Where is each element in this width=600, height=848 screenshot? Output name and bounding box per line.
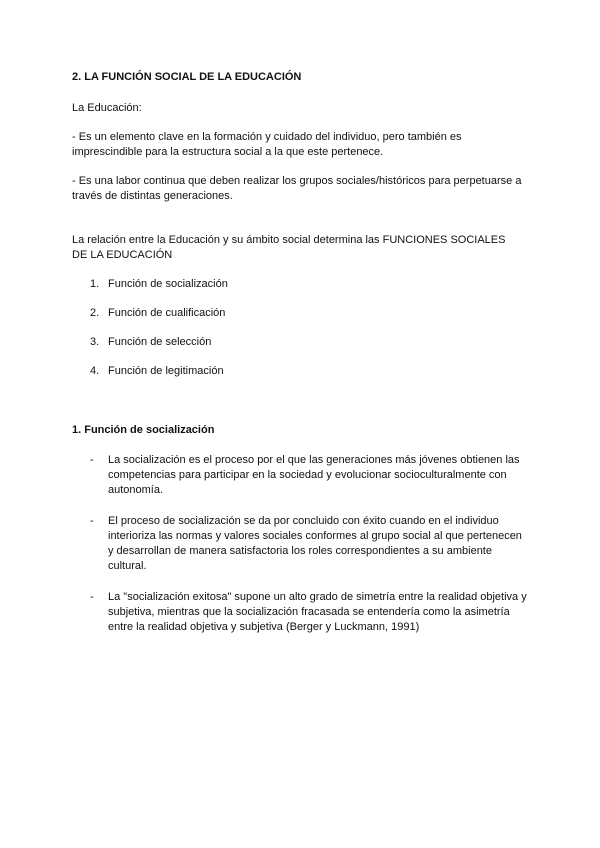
socialization-bullets xyxy=(90,453,530,635)
intro-label: La Educación: xyxy=(72,102,142,114)
list-item-label: Función de selección xyxy=(108,336,212,348)
point-1: - Es un elemento clave en la formación y cuidado del individuo, pero también es imprescindible para la estructura social a la que este pertenece. xyxy=(72,131,462,158)
list-number: 3. xyxy=(90,336,100,348)
relation-text: La relación entre la Educación y su ámbito social determina las FUNCIONES SOCIALES DE LA EDUCACIÓN xyxy=(72,234,506,261)
list-number: 2. xyxy=(90,307,100,319)
list-item xyxy=(90,335,228,364)
section-title: 2. LA FUNCIÓN SOCIAL DE LA EDUCACIÓN xyxy=(72,71,302,83)
list-item xyxy=(90,277,228,306)
list-item-label: Función de cualificación xyxy=(108,307,226,319)
bullet-text: La socialización es el proceso por el que las generaciones más jóvenes obtienen las competencias para participar en la sociedad y evolucionar socioculturalmente con autonomía. xyxy=(108,454,520,496)
bullet-marker: - xyxy=(90,515,94,527)
bullet-item xyxy=(90,590,530,635)
list-item-label: Función de legitimación xyxy=(108,365,224,377)
list-item xyxy=(90,364,228,393)
bullet-item xyxy=(90,514,530,590)
list-number: 1. xyxy=(90,278,100,290)
bullet-text: La "socialización exitosa" supone un alto grado de simetría entre la realidad objetiva y subjetiva, mientras que la socialización fracasada se entendería como la asimetría entre la realidad objetiva y subjetiva (Berger y Luckmann, 1991) xyxy=(108,591,527,633)
list-item xyxy=(90,306,228,335)
bullet-item xyxy=(90,453,530,514)
bullet-marker: - xyxy=(90,454,94,466)
subsection-title: 1. Función de socialización xyxy=(72,424,215,436)
list-number: 4. xyxy=(90,365,100,377)
functions-list xyxy=(90,277,228,393)
list-item-label: Función de socialización xyxy=(108,278,228,290)
bullet-text: El proceso de socialización se da por concluido con éxito cuando en el individuo interioriza las normas y valores sociales conformes al grupo social al que pertenecen y desarrollan de manera satisfactoria los roles correspondientes a su ambiente cultural. xyxy=(108,515,522,572)
point-2: - Es una labor continua que deben realizar los grupos sociales/históricos para perpetuarse a través de distintas generaciones. xyxy=(72,175,522,202)
bullet-marker: - xyxy=(90,591,94,603)
